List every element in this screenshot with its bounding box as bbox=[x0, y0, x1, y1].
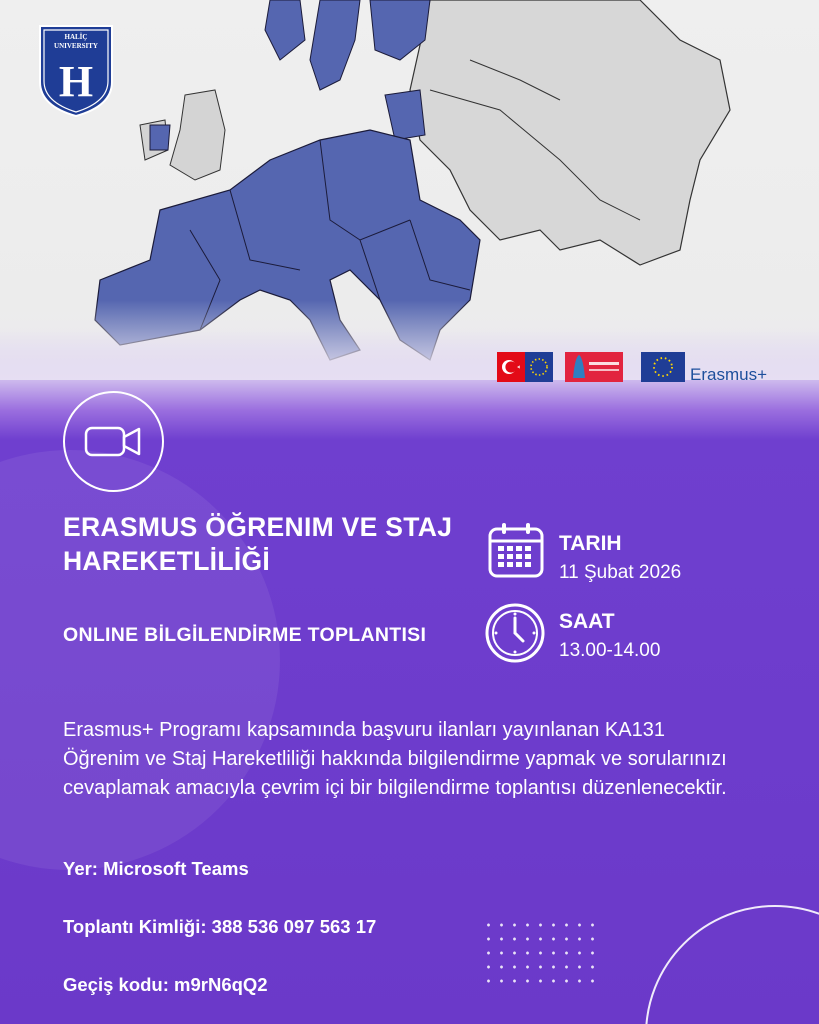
event-title: ERASMUS ÖĞRENIM VE STAJ HAREKETLİLİĞİ bbox=[63, 512, 453, 576]
date-value: 11 Şubat 2026 bbox=[559, 562, 682, 583]
halic-university-logo bbox=[38, 24, 114, 118]
time-value: 13.00-14.00 bbox=[559, 640, 661, 661]
erasmus-plus-label: Erasmus+ bbox=[690, 365, 767, 384]
event-description: Erasmus+ Programı kapsamında başvuru ilanları yayınlanan KA131 Öğrenim ve Staj Hareketliliği hakkında bilgilendirme yapmak ve sorularınızı cevaplamak amacıyla çevrim içi bir bilgilendirme toplantısı düzenlenecektir. bbox=[63, 719, 727, 799]
calendar-icon bbox=[487, 521, 545, 579]
meeting-id: Toplantı Kimliği: 388 536 097 563 17 bbox=[63, 916, 377, 937]
eu-flag-icon bbox=[641, 352, 685, 382]
turkey-eu-flag-icon bbox=[497, 352, 553, 382]
event-subtitle: ONLINE BİLGİLENDİRME TOPLANTISI bbox=[63, 624, 427, 646]
time-label: SAAT bbox=[559, 610, 615, 633]
decorative-dot-grid bbox=[482, 918, 602, 988]
video-call-badge bbox=[63, 391, 164, 492]
europe-map-illustration bbox=[0, 0, 819, 380]
svg-text:UNIVERSITY: UNIVERSITY bbox=[54, 42, 98, 50]
decorative-ring bbox=[645, 905, 819, 1024]
meeting-passcode: Geçiş kodu: m9rN6qQ2 bbox=[63, 974, 268, 995]
date-label: TARIH bbox=[559, 532, 622, 555]
svg-text:HALİÇ: HALİÇ bbox=[64, 33, 88, 41]
clock-icon bbox=[484, 602, 546, 664]
turkish-national-agency-logo bbox=[565, 352, 623, 382]
svg-text:H: H bbox=[58, 57, 94, 106]
video-camera-icon bbox=[63, 391, 164, 492]
meeting-location: Yer: Microsoft Teams bbox=[63, 858, 249, 879]
partner-logos bbox=[497, 352, 797, 384]
